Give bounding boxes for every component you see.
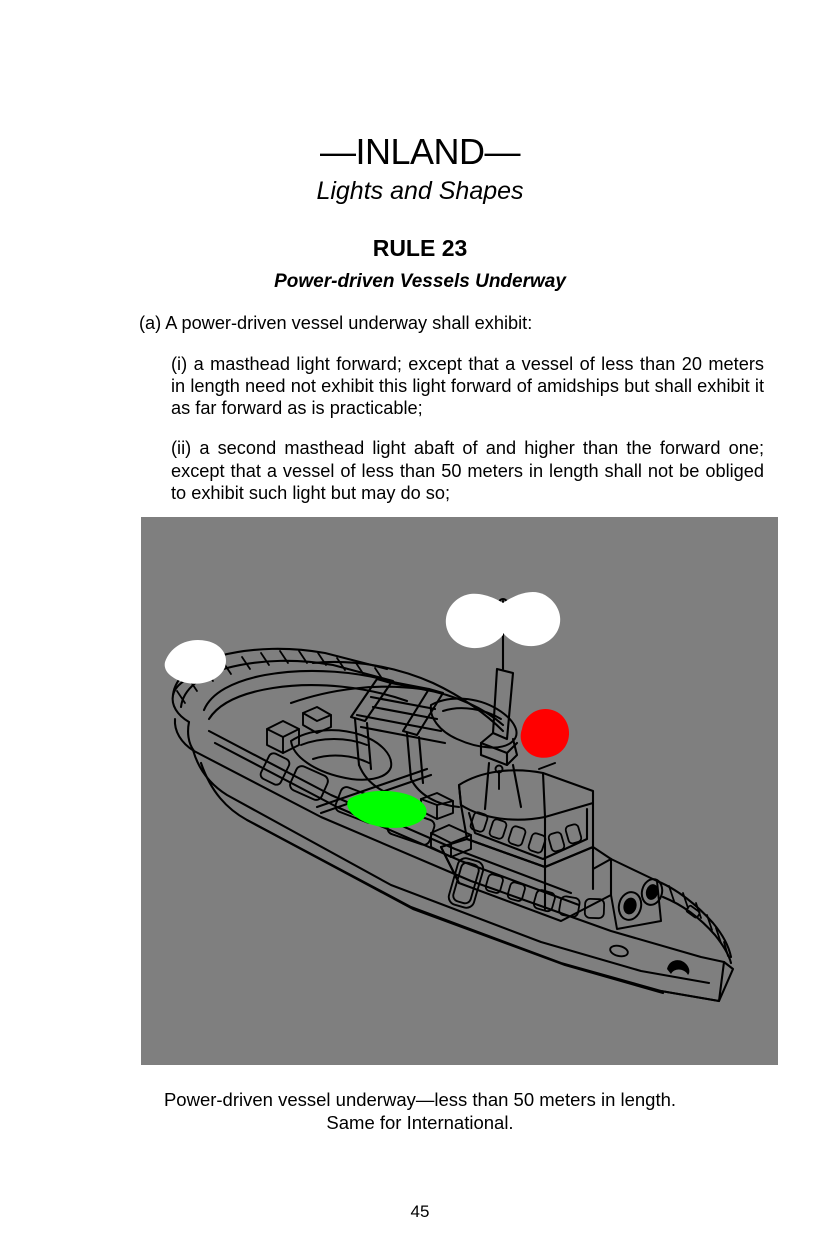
page-title: —INLAND—	[319, 131, 521, 173]
figure-caption-line-2: Same for International.	[326, 1112, 514, 1133]
page-subtitle: Lights and Shapes	[316, 176, 524, 205]
power-driven-vessel-diagram	[141, 517, 778, 1065]
paragraph-item-ii: (ii) a second masthead light abaft of and higher than the forward one; except that a vessel of less than 50 meters in length shall not be obliged to exhibit such light but may do so;	[171, 438, 764, 503]
figure-caption-line-1: Power-driven vessel underway—less than 50 meters in length.	[163, 1089, 677, 1110]
rule-subheading: Power-driven Vessels Underway	[274, 271, 566, 293]
paragraph-item-i: (i) a masthead light forward; except that a vessel of less than 20 meters in length need not exhibit this light forward of amidships but shall exhibit it as far forward as is practicable;	[171, 353, 764, 418]
figure-caption	[0, 1088, 840, 1134]
rule-heading: RULE 23	[372, 235, 468, 261]
vessel-illustration-panel	[141, 517, 778, 1065]
page-number: 45	[410, 1202, 430, 1221]
second-masthead-light-left	[446, 594, 503, 648]
paragraph-a: (a) A power-driven vessel underway shall exhibit:	[139, 313, 533, 334]
